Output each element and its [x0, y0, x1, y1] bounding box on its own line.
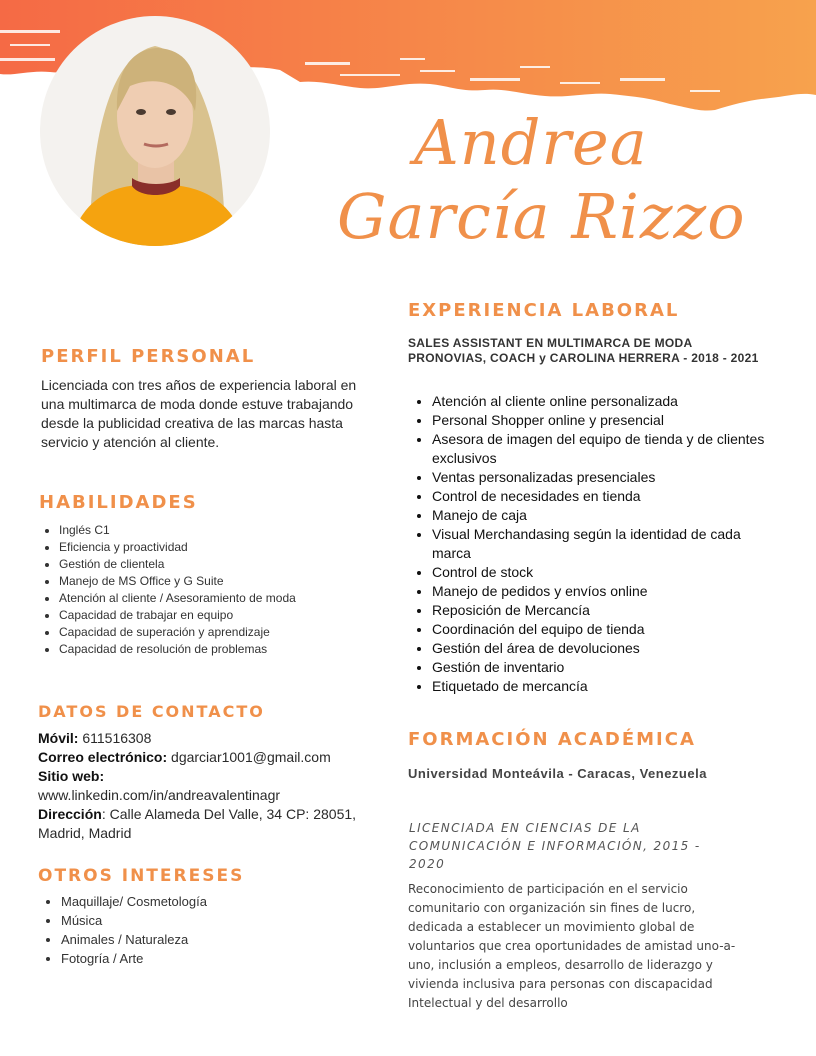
profile-photo — [40, 16, 270, 246]
list-item: • Personal Shopper online y presencial — [432, 411, 767, 430]
contacto-title: DATOS DE CONTACTO — [38, 702, 265, 721]
list-item: • Fotogría / Arte — [61, 949, 361, 968]
perfil-title: PERFIL PERSONAL — [41, 346, 256, 367]
web-value[interactable]: www.linkedin.com/in/andreavalentinagr — [38, 787, 281, 803]
list-item: • Gestión de clientela — [59, 556, 379, 573]
list-item: • Coordinación del equipo de tienda — [432, 620, 767, 639]
list-item: • Gestión de inventario — [432, 658, 767, 677]
dir-label: Dirección — [38, 806, 102, 822]
web-label: Sitio web: — [38, 768, 105, 784]
degree-description: Reconocimiento de participación en el servicio comunitario con organización sin fines de lucro, dedicada a establecer un movimiento global de voluntarios que crea oportunidades de amistad uno-a-uno, inclusión a empleos, desarrollo de liderazgo y vivienda inclusiva para personas con discapacidad Intelectual y del desarrollo — [408, 882, 736, 1010]
list-item: • Inglés C1 — [59, 522, 379, 539]
list-item: • Música — [61, 911, 361, 930]
experience-list — [410, 392, 767, 696]
list-item: • Animales / Naturaleza — [61, 930, 361, 949]
experiencia-title: EXPERIENCIA LABORAL — [408, 300, 680, 321]
perfil-text: Licenciada con tres años de experiencia laboral en una multimarca de moda donde estuve trabajando desde la publicidad creativa de las marcas hasta servicio y atención al cliente. — [41, 377, 357, 450]
list-item: • Reposición de Mercancía — [432, 601, 767, 620]
email-value[interactable]: dgarciar1001@gmail.com — [171, 749, 331, 765]
list-item: • Asesora de imagen del equipo de tienda y de clientes exclusivos — [432, 430, 767, 468]
degree: LICENCIADA EN CIENCIAS DE LA COMUNICACIÓN E INFORMACIÓN, 2015 - 2020 — [409, 821, 701, 871]
list-item: • Manejo de pedidos y envíos online — [432, 582, 767, 601]
movil-label: Móvil: — [38, 730, 79, 746]
last-name: García Rizzo — [337, 180, 746, 253]
list-item: • Control de necesidades en tienda — [432, 487, 767, 506]
formacion-title: FORMACIÓN ACADÉMICA — [408, 729, 696, 750]
list-item: • Ventas personalizadas presenciales — [432, 468, 767, 487]
contact-block — [38, 729, 368, 843]
first-name: Andrea — [414, 106, 648, 179]
job-role-line2: PRONOVIAS, COACH y CAROLINA HERRERA - 2018 - 2021 — [408, 351, 759, 365]
list-item: • Atención al cliente / Asesoramiento de moda — [59, 590, 379, 607]
movil-value: 611516308 — [82, 730, 152, 746]
email-label: Correo electrónico: — [38, 749, 168, 765]
habilidades-title: HABILIDADES — [39, 492, 198, 513]
list-item: • Etiquetado de mercancía — [432, 677, 767, 696]
dir-value: : Calle Alameda Del Valle, 34 CP: 28051, Madrid, Madrid — [38, 806, 357, 841]
job-role — [408, 336, 759, 366]
list-item: • Capacidad de superación y aprendizaje — [59, 624, 379, 641]
list-item: • Eficiencia y proactividad — [59, 539, 379, 556]
skills-list — [37, 522, 379, 658]
intereses-title: OTROS INTERESES — [38, 866, 245, 886]
list-item: • Gestión del área de devoluciones — [432, 639, 767, 658]
list-item: • Maquillaje/ Cosmetología — [61, 892, 361, 911]
list-item: • Capacidad de resolución de problemas — [59, 641, 379, 658]
list-item: • Manejo de MS Office y G Suite — [59, 573, 379, 590]
list-item: • Control de stock — [432, 563, 767, 582]
list-item: • Manejo de caja — [432, 506, 767, 525]
list-item: • Capacidad de trabajar en equipo — [59, 607, 379, 624]
job-role-line1: SALES ASSISTANT EN MULTIMARCA DE MODA — [408, 336, 693, 350]
list-item: • Atención al cliente online personalizada — [432, 392, 767, 411]
list-item: • Visual Merchandasing según la identidad de cada marca — [432, 525, 767, 563]
university: Universidad Monteávila - Caracas, Venezuela — [408, 766, 707, 781]
interests-list — [39, 892, 361, 968]
